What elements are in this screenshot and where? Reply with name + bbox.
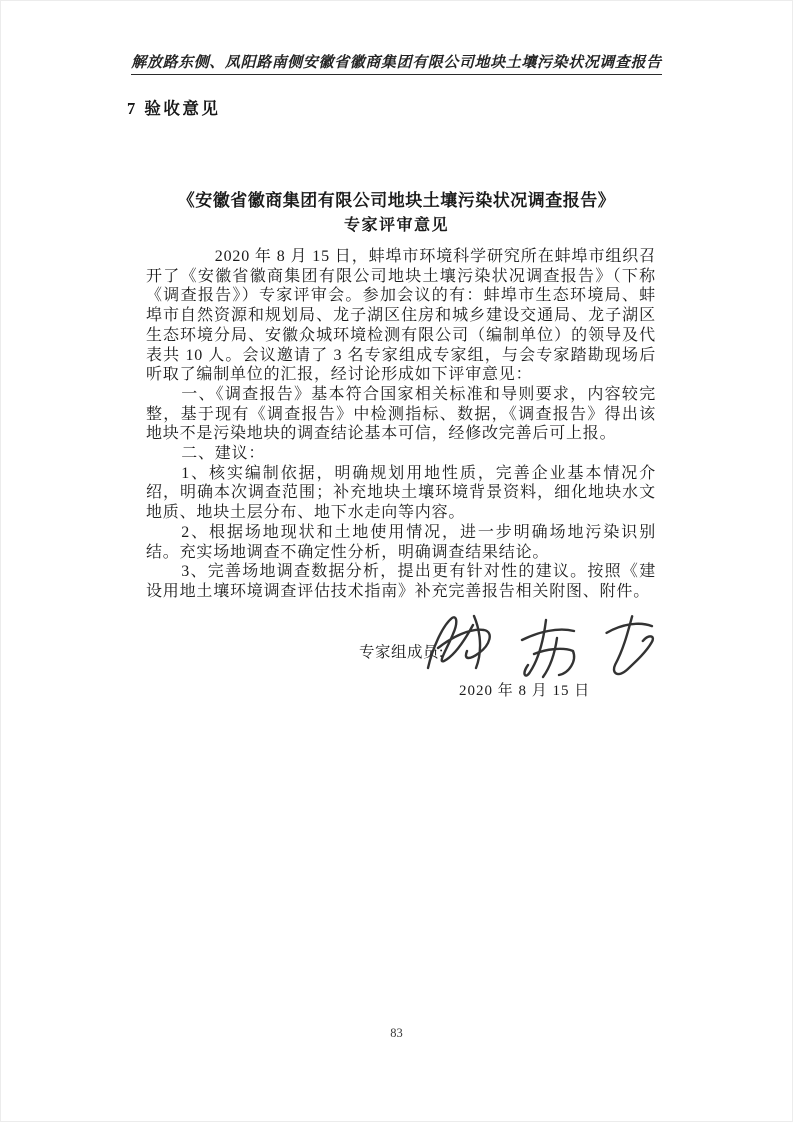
report-title: 《安徽省徽商集团有限公司地块土壤污染状况调查报告》 — [177, 191, 616, 210]
paragraph-suggestion-3: 3、完善场地调查数据分析，提出更有针对性的建议。按照《建设用地土壤环境调查评估技术指南》补充完善报告相关附图、附件。 — [146, 563, 656, 600]
report-body — [146, 247, 656, 602]
section-heading: 7 验收意见 — [127, 99, 221, 118]
running-header — [0, 51, 793, 75]
paragraph-meeting-intro: 2020 年 8 月 15 日，蚌埠市环境科学研究所在蚌埠市组织召开了《安徽省徽商集团有限公司地块土壤污染状况调查报告》（下称《调查报告》）专家评审会。参加会议的有：蚌埠市生态环境局、蚌埠市自然资源和规划局、龙子湖区住房和城乡建设交通局、龙子湖区生态环境分局、安徽众城环境检测有限公司（编制单位）的领导及代表共 10 人。会议邀请了 3 名专家组成专家组，与会专家踏勘现场后听取了编制单位的汇报，经讨论形成如下评审意见： — [146, 248, 656, 384]
signature-label: 专家组成员: — [359, 644, 444, 661]
signature-date: 2020 年 8 月 15 日 — [459, 683, 591, 699]
running-header-title: 解放路东侧、凤阳路南侧安徽省徽商集团有限公司地块土壤污染状况调查报告 — [131, 51, 661, 75]
paragraph-opinion-two: 二、建议： — [181, 445, 266, 463]
paragraph-suggestion-2: 2、根据场地现状和土地使用情况，进一步明确场地污染识别结。充实场地调查不确定性分析，明确调查结果结论。 — [146, 523, 656, 561]
handwritten-signatures — [420, 604, 670, 686]
signature-3-icon — [601, 613, 656, 678]
signature-1-icon — [428, 616, 490, 668]
signature-2-icon — [522, 620, 574, 677]
paragraph-opinion-one: 一、《调查报告》基本符合国家相关标准和导则要求，内容较完整，基于现有《调查报告》中检测指标、数据，《调查报告》得出该地块不是污染地块的调查结论基本可信，经修改完善后可上报。 — [146, 385, 656, 443]
page-number: 83 — [390, 1026, 403, 1040]
report-subtitle: 专家评审意见 — [343, 217, 449, 234]
paragraph-suggestion-1: 1、核实编制依据，明确规划用地性质，完善企业基本情况介绍，明确本次调查范围；补充地块土壤环境背景资料，细化地块水文地质、地块土层分布、地下水走向等内容。 — [146, 464, 656, 522]
